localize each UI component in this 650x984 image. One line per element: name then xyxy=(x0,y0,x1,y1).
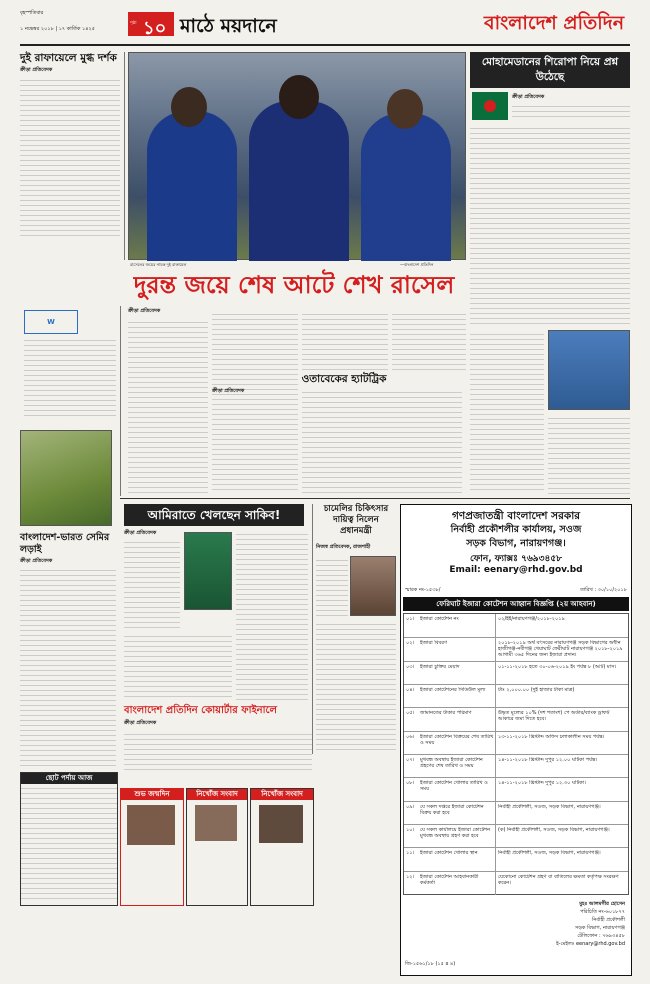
mohammedan-body-3 xyxy=(470,330,544,494)
tender-row xyxy=(404,707,628,731)
tender-date: তারিখ : ৩০/১০/২০১৮ xyxy=(580,587,627,593)
tender-row xyxy=(404,614,628,637)
mohammedan-byline: ক্রীড়া প্রতিবেদক xyxy=(512,94,545,100)
tender-row-label: ইজারা চুক্তির মেয়াদ xyxy=(420,663,460,670)
pm-body xyxy=(316,556,348,616)
page-number-badge xyxy=(128,12,174,39)
tender-row-no: ০৬। xyxy=(406,733,415,740)
tender-row xyxy=(404,637,628,661)
page-number: ১০ xyxy=(143,18,167,39)
tender-row-value: যেকোনো কোটেশন গ্রহণ বা বাতিলের ক্ষমতা কর্তৃপক্ষ সংরক্ষণ করেন। xyxy=(498,873,619,886)
header-rule xyxy=(20,44,630,46)
tender-row-label: ইজারা কোটেশন আহবানকারী কর্মকর্তা xyxy=(420,873,479,886)
tender-row-label: মুখবন্ধ অবস্থায় ইজারা কোটেশন গ্রহণের শেষ তারিখ ও সময় xyxy=(420,757,483,769)
player-2 xyxy=(249,101,349,261)
women-headline: বাংলাদেশ-ভারত সেমির লড়াই xyxy=(20,532,110,555)
rafael-byline: ক্রীড়া প্রতিবেদক xyxy=(20,67,53,73)
tender-row-label: যে সকল কার্যালয়ে ইজারা কোটেশন মুখবন্ধ অবস্থায় গ্রহণ করা হবে xyxy=(420,827,491,839)
tender-row-no: ০৪। xyxy=(406,687,415,693)
mohammedan-body-4 xyxy=(548,414,630,494)
flag-circle xyxy=(484,100,496,112)
tender-row-divider xyxy=(495,638,496,661)
sakib-byline: ক্রীড়া প্রতিবেদক xyxy=(124,530,157,536)
mohammedan-photo xyxy=(548,330,630,410)
tender-row-label: ইজারা কোটেশন খোলার তারিখ ও সময় xyxy=(420,780,488,793)
tender-table xyxy=(403,613,629,895)
sakib-body-3 xyxy=(124,632,232,700)
tender-phone: ফোন, ফ্যাক্সঃ ৭৬৯৩৪৫৮ xyxy=(469,554,563,564)
hatrick-headline: ওতাবেকের হ্যাটট্রিক xyxy=(301,373,387,385)
rafael-body xyxy=(20,76,120,236)
quarterfinal-body xyxy=(124,730,312,770)
pm-byline: নিজস্ব প্রতিবেদক, রাজশাহী xyxy=(316,544,371,550)
player-1 xyxy=(147,111,237,261)
tender-row-no: ০৩। xyxy=(406,663,415,670)
tender-office: নির্বাহী প্রকৌশলীর কার্যালয়, সওজ xyxy=(450,524,582,535)
tender-row-label: ইজারা কোটেশন বিক্রয়ের শেষ তারিখ ও সময় xyxy=(420,733,494,746)
lead-byline: ক্রীড়া প্রতিবেদক xyxy=(128,308,161,314)
tender-row-divider xyxy=(495,662,496,685)
birthday-photo xyxy=(127,805,175,845)
sakib-body xyxy=(124,538,180,628)
tender-row-label: ইজারা কোটেশন খোলার স্থান xyxy=(420,850,478,857)
tv-box-title: ছোট পর্দায় আজ xyxy=(21,773,117,784)
section-title: মাঠে ময়দানে xyxy=(180,15,277,37)
section-rule xyxy=(120,498,630,499)
chameli-photo xyxy=(350,556,396,616)
tender-row-divider xyxy=(495,825,496,848)
missing-photo xyxy=(195,805,237,841)
bd-flag xyxy=(472,92,508,120)
tender-row xyxy=(404,801,628,825)
tender-row-no: ০৫। xyxy=(406,710,415,717)
sakib-body-2 xyxy=(236,530,308,700)
tender-row-value: ০১-১১-২০১৮ হতে ৩০-০৬-২০১৯ ইং পর্যন্ত ৮ (আট) মাস। xyxy=(498,663,617,670)
photo-credit: —বাংলাদেশ প্রতিদিন xyxy=(400,262,434,267)
hatrick-body xyxy=(302,388,462,494)
tender-row-label: ইজারা কোটেশনের সিডিউল মূল্য xyxy=(420,687,486,693)
tender-dept: সড়ক বিভাগ, নারায়ণগঞ্জ। xyxy=(466,538,566,549)
sign-name: মুহঃ আলমগীর হোসেন xyxy=(579,901,625,907)
sakib-headline-box xyxy=(124,504,304,526)
tender-row-divider xyxy=(495,802,496,825)
tender-row xyxy=(404,824,628,848)
tender-row-no: ০৮। xyxy=(406,780,415,787)
tender-row-divider xyxy=(495,708,496,731)
head-2 xyxy=(279,75,319,119)
rafael-article xyxy=(20,52,120,260)
tender-row xyxy=(404,661,628,685)
birthday-ad xyxy=(120,788,184,906)
tender-row-divider xyxy=(495,685,496,708)
lead-body-col3 xyxy=(302,310,388,370)
tender-row-no: ০৭। xyxy=(406,757,415,763)
tv-box-body xyxy=(21,784,117,902)
brand-logo: বাংলাদেশ প্রতিদিন xyxy=(484,12,625,34)
photo-caption: রাসেলের জয়ের নায়ক দুই রাফায়েল xyxy=(130,262,187,267)
tender-row-label: জামানতের টাকার পরিমাণ xyxy=(420,710,472,717)
pm-body-2 xyxy=(316,620,396,754)
tender-row xyxy=(404,871,628,895)
head-1 xyxy=(171,87,207,127)
tournament-body xyxy=(24,336,116,416)
mohammedan-body-2 xyxy=(470,124,630,324)
mohammedan-body xyxy=(512,102,630,120)
pm-headline: চামেলির চিকিৎসার দায়িত্ব নিলেন প্রধানমন্ত্রী xyxy=(323,504,389,536)
tender-gov: গণপ্রজাতন্ত্রী বাংলাদেশ সরকার xyxy=(451,510,581,522)
tender-row-no: ০৯। xyxy=(406,803,415,810)
column-divider-2 xyxy=(120,306,121,496)
tender-row-value: ২০১৮-২০১৯ অর্থ বৎসরের নারায়ণগঞ্জ সড়ক বিভাগের অধীন হাজীগঞ্জ-নবীগঞ্জ খেয়াঘাট ফেরীঘাট নারায়ণগঞ্জ ২০১৮-২০১৯ আগামী ৩৬৫ দিনের জন্য ইজারা প্রদান। xyxy=(498,640,623,659)
players-photo xyxy=(128,52,466,260)
sign-title: নির্বাহী প্রকৌশলী xyxy=(591,917,625,923)
birthday-title: শুভ জন্মদিন xyxy=(121,789,183,800)
tender-row-value: উদ্ধৃত মূল্যের ১০% (দশ শতাংশ) পে অর্ডার/ব্যাংক ড্রাফট আকারে জমা দিতে হবে। xyxy=(498,710,610,723)
missing-title-2: নিখোঁজ সংবাদ xyxy=(251,789,313,800)
sign-id: পরিচিতি নং-৬০১৮৭৭ xyxy=(580,909,625,915)
sign-dept: সড়ক বিভাগ, নারায়ণগঞ্জ xyxy=(575,925,625,931)
tender-row-value: (ক) নির্বাহী প্রকৌশলী, সওজ, সড়ক বিভাগ, নারায়ণগঞ্জ। xyxy=(498,827,610,833)
tender-row-divider xyxy=(495,614,496,637)
weekday: বৃহস্পতিবার xyxy=(20,10,44,16)
tender-row-no: ১২। xyxy=(406,873,415,880)
date-line: ১ নভেম্বর ২০১৮ | ১৭ কার্তিক ১৪২৫ xyxy=(20,26,95,32)
sakib-headline: আমিরাতে খেলছেন সাকিব! xyxy=(147,508,281,522)
tender-row xyxy=(404,754,628,778)
tender-row-label: ইজারা বিবরণ xyxy=(420,640,448,647)
tender-email: Email: eenary@rhd.gov.bd xyxy=(449,565,583,575)
tender-row xyxy=(404,777,628,801)
women-byline: ক্রীড়া প্রতিবেদক xyxy=(20,558,53,564)
lead-body-col4 xyxy=(392,310,466,370)
missing-photo-2 xyxy=(259,805,303,843)
hatrick-byline: ক্রীড়া প্রতিবেদক xyxy=(212,388,245,394)
missing-ad-2 xyxy=(250,788,314,906)
walton-logo: W xyxy=(24,310,78,334)
tender-row-value: ১৪-১১-২০১৮ খ্রিস্টাব্দ দুপুর ১২.০০ ঘটিকা পর্যন্ত। xyxy=(498,757,598,763)
women-football-photo xyxy=(20,430,112,526)
tender-row xyxy=(404,731,628,755)
tender-row-no: ১১। xyxy=(406,850,415,857)
rafael-headline: দুই রাফায়েলে মুগ্ধ দর্শক xyxy=(20,52,117,64)
tender-row-value: ১৪-১১-২০১৮ খ্রিস্টাব্দ দুপুর ১২.৩০ ঘটিকা। xyxy=(498,780,586,787)
tender-memo: স্মারক নং-১৫৩৮/ xyxy=(405,587,441,593)
tender-row-label: যে সকল দপ্তরে ইজারা কোটেশন বিক্রয় করা হবে xyxy=(420,803,484,816)
tender-row-value: ১৩-১১-২০১৮ খ্রিস্টাব্দ অফিস চলাকালীন সময় পর্যন্ত। xyxy=(498,733,605,740)
tender-notice xyxy=(400,504,632,976)
tender-row-no: ০১। xyxy=(406,616,415,622)
tender-row-value: নির্বাহী প্রকৌশলী, সওজ, সড়ক বিভাগ, নারায়ণগঞ্জ। xyxy=(498,803,601,810)
tender-row-value: ০২/ইই/নারায়ণগঞ্জ/২০১৮-২০১৯ xyxy=(498,616,565,622)
tender-row-no: ০২। xyxy=(406,640,415,647)
sakib-photo xyxy=(184,532,232,610)
tender-row-value: নির্বাহী প্রকৌশলী, সওজ, সড়ক বিভাগ, নারায়ণগঞ্জ। xyxy=(498,850,601,857)
tender-row-divider xyxy=(495,778,496,801)
tender-row-divider xyxy=(495,732,496,755)
women-body xyxy=(20,566,116,766)
ad-id: জি-১৫৬১/১৮ (১৫ x ৪) xyxy=(405,961,456,967)
tender-row xyxy=(404,847,628,871)
missing-ad xyxy=(186,788,248,906)
tender-title: ফেরিঘাট ইজারা কোটেশন আহ্বান বিজ্ঞপ্তি (২য় আহবান) xyxy=(436,600,596,608)
lead-body-col1 xyxy=(128,318,208,494)
column-divider-3 xyxy=(312,504,313,754)
mohammedan-headline-box xyxy=(470,52,630,88)
tender-row-value: টাঃ ২,০০০.০০ (দুই হাজার টাকা মাত্র) xyxy=(498,687,575,693)
head-3 xyxy=(387,89,423,129)
mohammedan-headline: মোহামেডানের শিরোপা নিয়ে প্রশ্ন উঠেছে xyxy=(481,56,619,83)
tender-row-no: ১০। xyxy=(406,827,415,833)
tender-row xyxy=(404,684,628,708)
sign-email: ই-মেইলঃ eenary@rhd.gov.bd xyxy=(556,941,625,947)
tender-row-label: ইজারা কোটেশন নং xyxy=(420,616,459,622)
column-divider xyxy=(124,52,125,260)
tender-row-divider xyxy=(495,755,496,778)
tv-box xyxy=(20,772,118,906)
tender-row-divider xyxy=(495,872,496,895)
page-word: পৃষ্ঠা xyxy=(130,20,137,25)
tender-title-bar xyxy=(403,597,629,611)
sign-tel: টেলিফোন : ৭৬৯৩৪৫৮ xyxy=(577,933,625,939)
quarterfinal-headline: বাংলাদেশ প্রতিদিন কোয়ার্টার ফাইনালে xyxy=(124,705,278,716)
lead-headline: দুরন্ত জয়ে শেষ আটে শেখ রাসেল xyxy=(133,271,455,299)
quarterfinal-byline: ক্রীড়া প্রতিবেদক xyxy=(124,720,157,726)
missing-title: নিখোঁজ সংবাদ xyxy=(187,789,247,800)
player-3 xyxy=(361,113,451,261)
tender-row-divider xyxy=(495,848,496,871)
masthead xyxy=(20,6,630,42)
lead-body-col2 xyxy=(212,310,298,494)
